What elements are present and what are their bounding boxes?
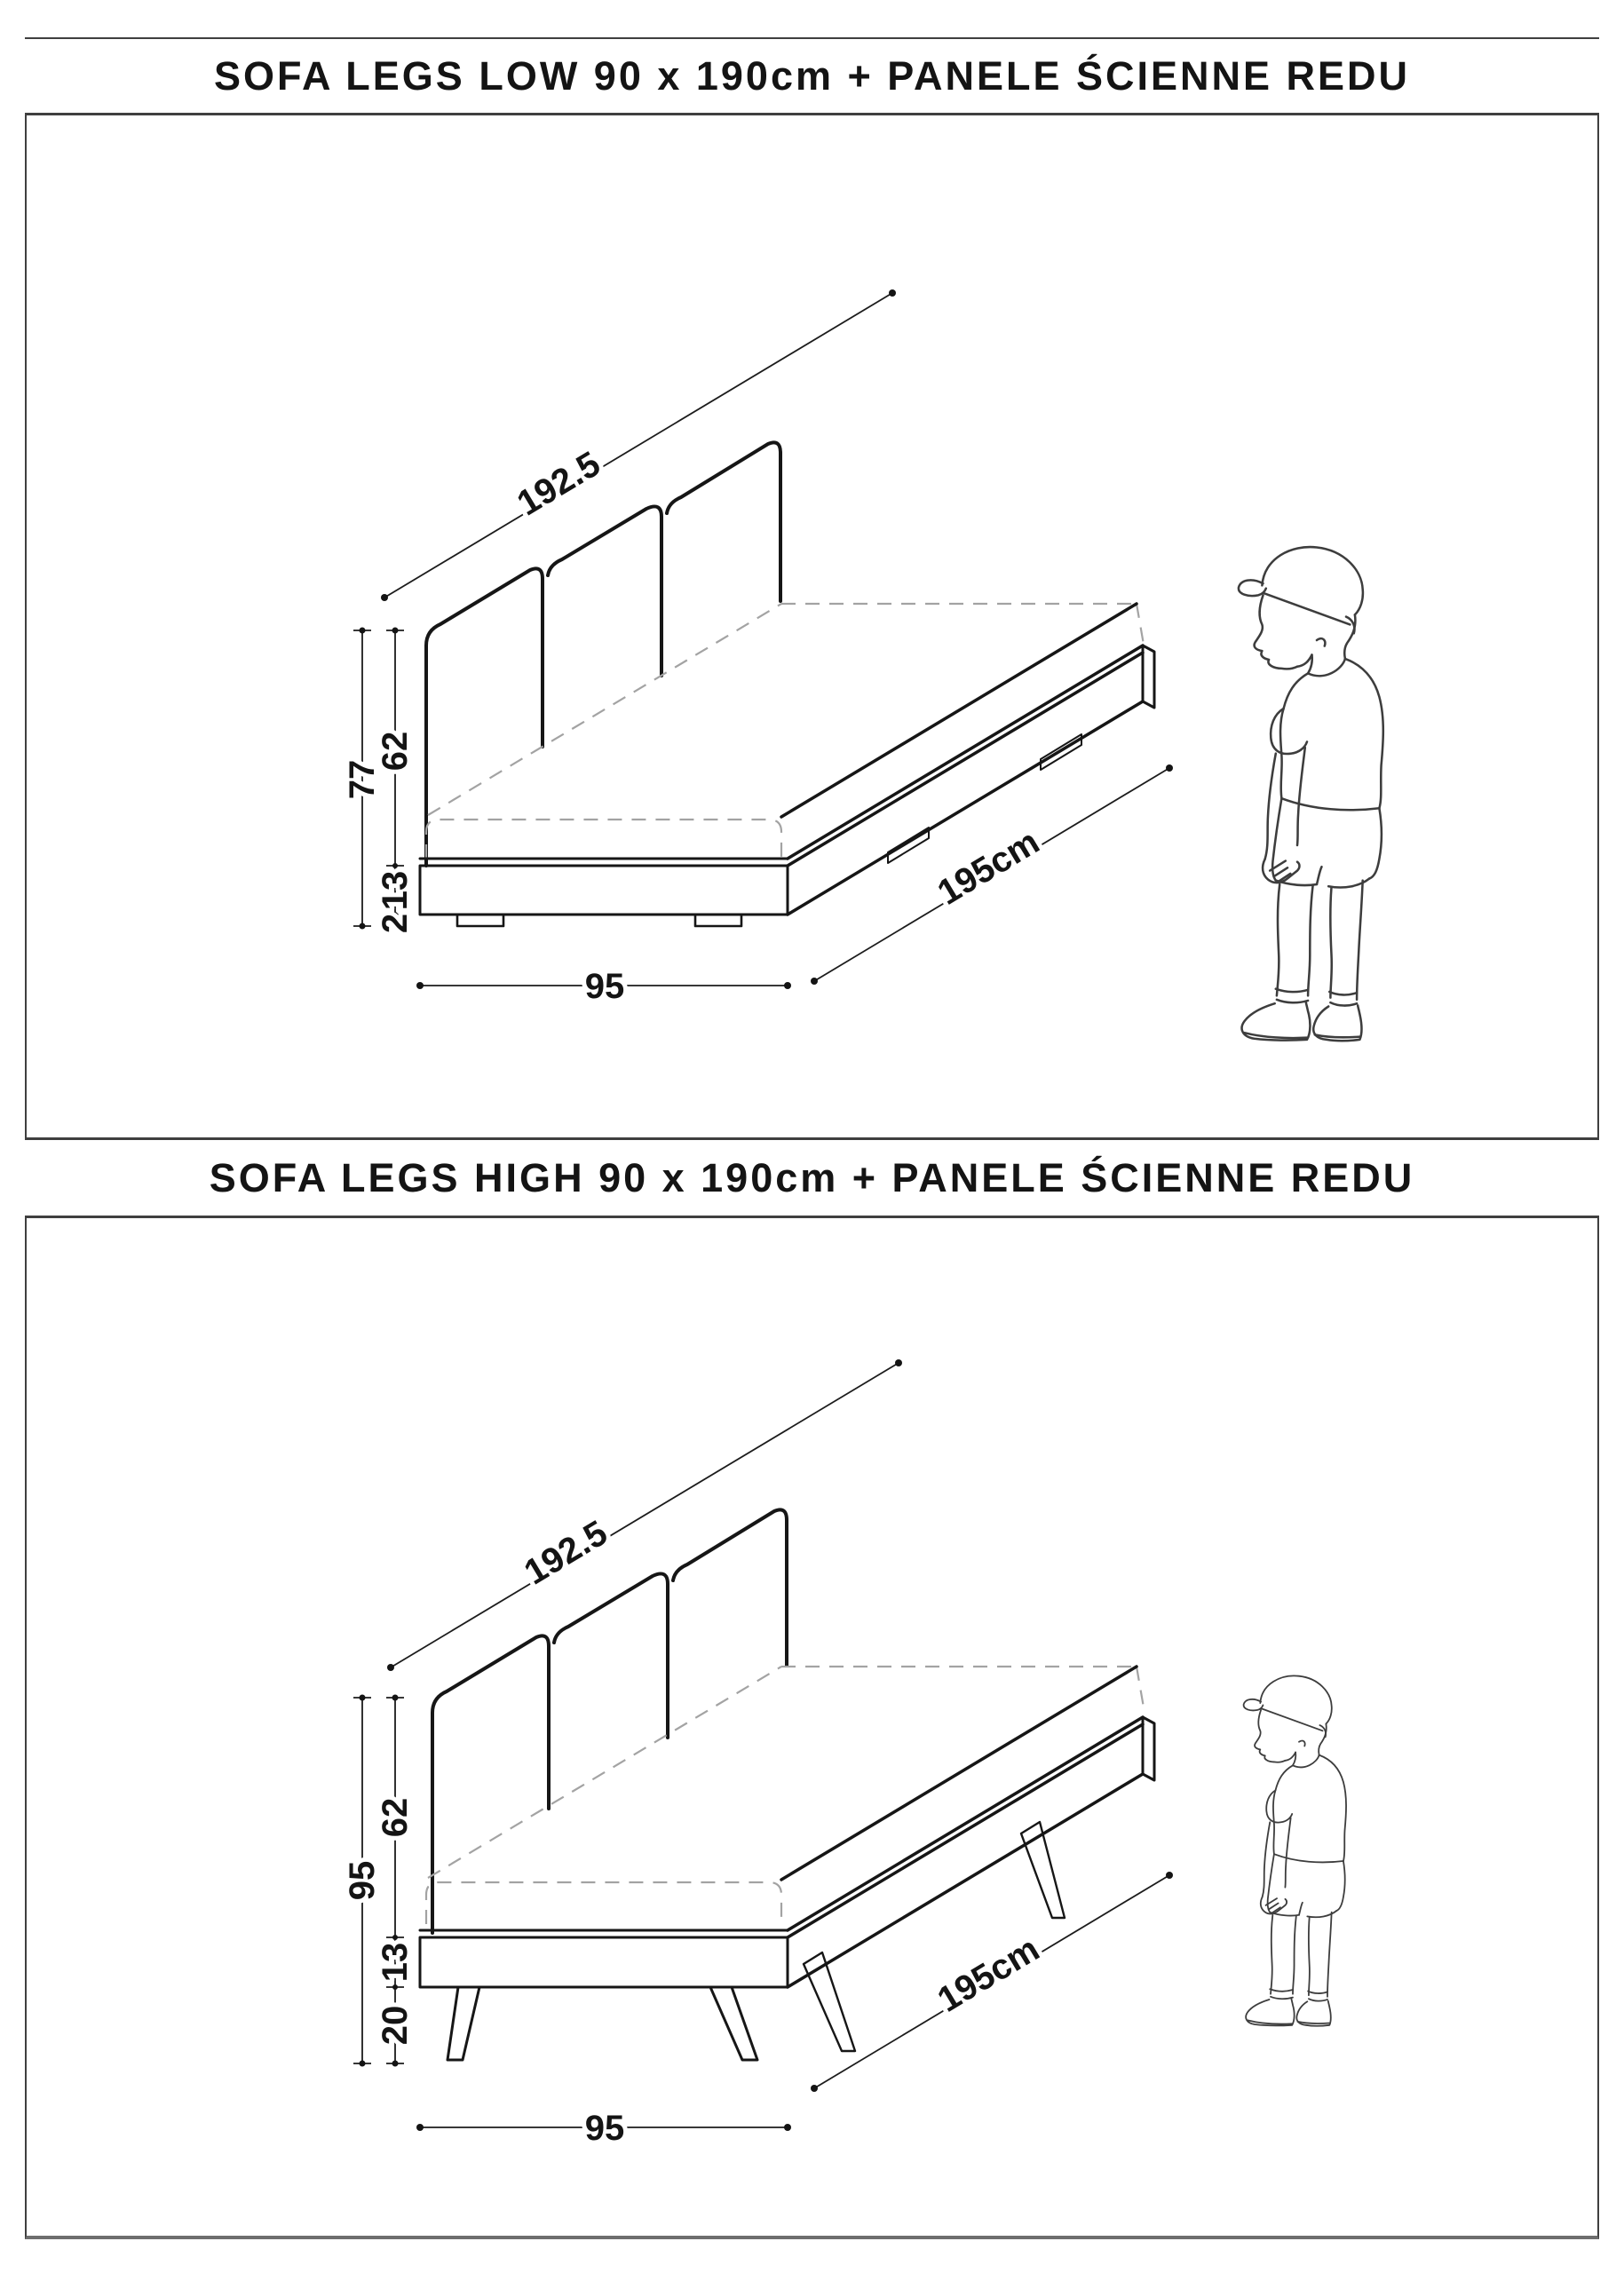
dim-width [416, 967, 791, 1006]
dim-dot [1166, 764, 1173, 772]
dim-line [391, 1363, 899, 1667]
dim-total-height-label: 95 [343, 1860, 382, 1901]
mattress-front-top-edge [426, 820, 781, 859]
sofa-leg-front-right [710, 1987, 757, 2060]
frame-front-face [420, 866, 788, 915]
dim-line [384, 293, 892, 598]
wall-panel-3 [667, 442, 780, 601]
dim-leg-height-label: 20 [376, 2005, 415, 2046]
dim-panel-width-label: 192.5 [518, 1513, 614, 1593]
dim-dot [416, 982, 424, 989]
frame-end-cap [1143, 1717, 1154, 1780]
wall-panel-3 [673, 1509, 787, 1666]
wall-panel-2 [554, 1573, 668, 1738]
base-frame [420, 1717, 1154, 1987]
dim-upholstery-height-label: 62 [376, 1797, 415, 1838]
front-foot-right [695, 915, 741, 926]
dim-dot [360, 1695, 366, 1701]
mattress-front-top-edge [426, 1882, 781, 1924]
dim-dot [895, 1359, 902, 1366]
dim-width-label: 95 [584, 2109, 625, 2148]
sofa-bed-low [420, 604, 1154, 926]
wall-panels [432, 1509, 787, 1933]
base-frame [420, 645, 1154, 915]
sofa-leg-far-mid [804, 1952, 855, 2051]
sofa-bed-high [420, 1667, 1154, 2060]
dim-length [811, 1872, 1173, 2092]
dim-dot [392, 863, 398, 868]
mattress-back-left-edge [428, 604, 781, 815]
frame-front-face [420, 1937, 788, 1987]
legs [448, 1822, 1065, 2060]
mattress-back-left-edge [428, 1667, 781, 1878]
dim-panel-width [387, 1359, 902, 1671]
dim-dot [392, 1984, 398, 1990]
dim-dot [416, 2124, 424, 2131]
dim-dot [360, 628, 366, 634]
dim-dot [392, 2061, 399, 2067]
mattress-side-top-edge [781, 1667, 1137, 1880]
mattress [426, 604, 1144, 859]
dimension-lines [343, 289, 1173, 1006]
dim-length-label: 195cm [931, 821, 1047, 913]
dim-dot [392, 1935, 398, 1940]
wall-panel-2 [548, 506, 661, 676]
child-figure-high [1244, 1675, 1346, 2025]
frame-side-top-edges [788, 1717, 1143, 1937]
dim-dot [889, 289, 896, 297]
section-title-bar-low [25, 37, 1599, 115]
dimension-lines [343, 1359, 1173, 2148]
section-title-low: SOFA LEGS LOW 90 x 190cm + PANELE ŚCIENNE REDU [213, 52, 1411, 99]
frame-end-cap [1143, 645, 1154, 708]
sofa-high-diagram [0, 1218, 1624, 2239]
mattress-far-corner-edge [1137, 604, 1144, 645]
dim-width [416, 2109, 791, 2148]
dim-panel-width [381, 289, 896, 601]
dim-length [811, 764, 1173, 985]
dim-dot [784, 982, 791, 989]
dim-dot [784, 2124, 791, 2131]
section-title-high: SOFA LEGS HIGH 90 x 190cm + PANELE ŚCIENNE REDU [209, 1154, 1415, 1200]
dim-dot [392, 1695, 399, 1701]
frame-side-bottom-edge [788, 1774, 1143, 1987]
wall-panels [426, 442, 780, 866]
frame-side-top-edges [788, 645, 1143, 866]
section-title-bar-high [25, 1137, 1599, 1218]
sofa-leg-far-end [1021, 1822, 1065, 1918]
wall-panel-1 [426, 568, 543, 866]
dim-dot [360, 2061, 366, 2067]
sofa-leg-front-left [448, 1987, 479, 2060]
dim-total-height-label: 77 [343, 759, 382, 800]
dim-dot [392, 628, 399, 634]
sofa-low-diagram [0, 114, 1624, 1137]
dim-dot [360, 923, 366, 930]
dim-dot [1166, 1872, 1173, 1879]
child-figure-low [1239, 547, 1383, 1041]
dim-leg-height-label: 2 [376, 913, 415, 934]
dim-frame-height-label: 13 [376, 870, 415, 911]
front-foot-left [457, 915, 503, 926]
dim-panel-width-label: 192.5 [511, 444, 607, 524]
dim-dot [811, 2085, 818, 2092]
wall-panel-1 [432, 1635, 549, 1933]
feet [457, 734, 1081, 926]
dim-upholstery-height-label: 62 [376, 731, 415, 772]
dim-dot [387, 1664, 394, 1671]
mattress-far-corner-edge [1137, 1667, 1144, 1707]
dim-width-label: 95 [584, 967, 625, 1006]
dim-length-label: 195cm [931, 1928, 1047, 2020]
dim-dot [811, 978, 818, 985]
dim-frame-height-label: 13 [376, 1942, 415, 1983]
mattress-side-top-edge [781, 604, 1137, 817]
dim-dot [381, 594, 388, 601]
mattress [426, 1667, 1144, 1924]
